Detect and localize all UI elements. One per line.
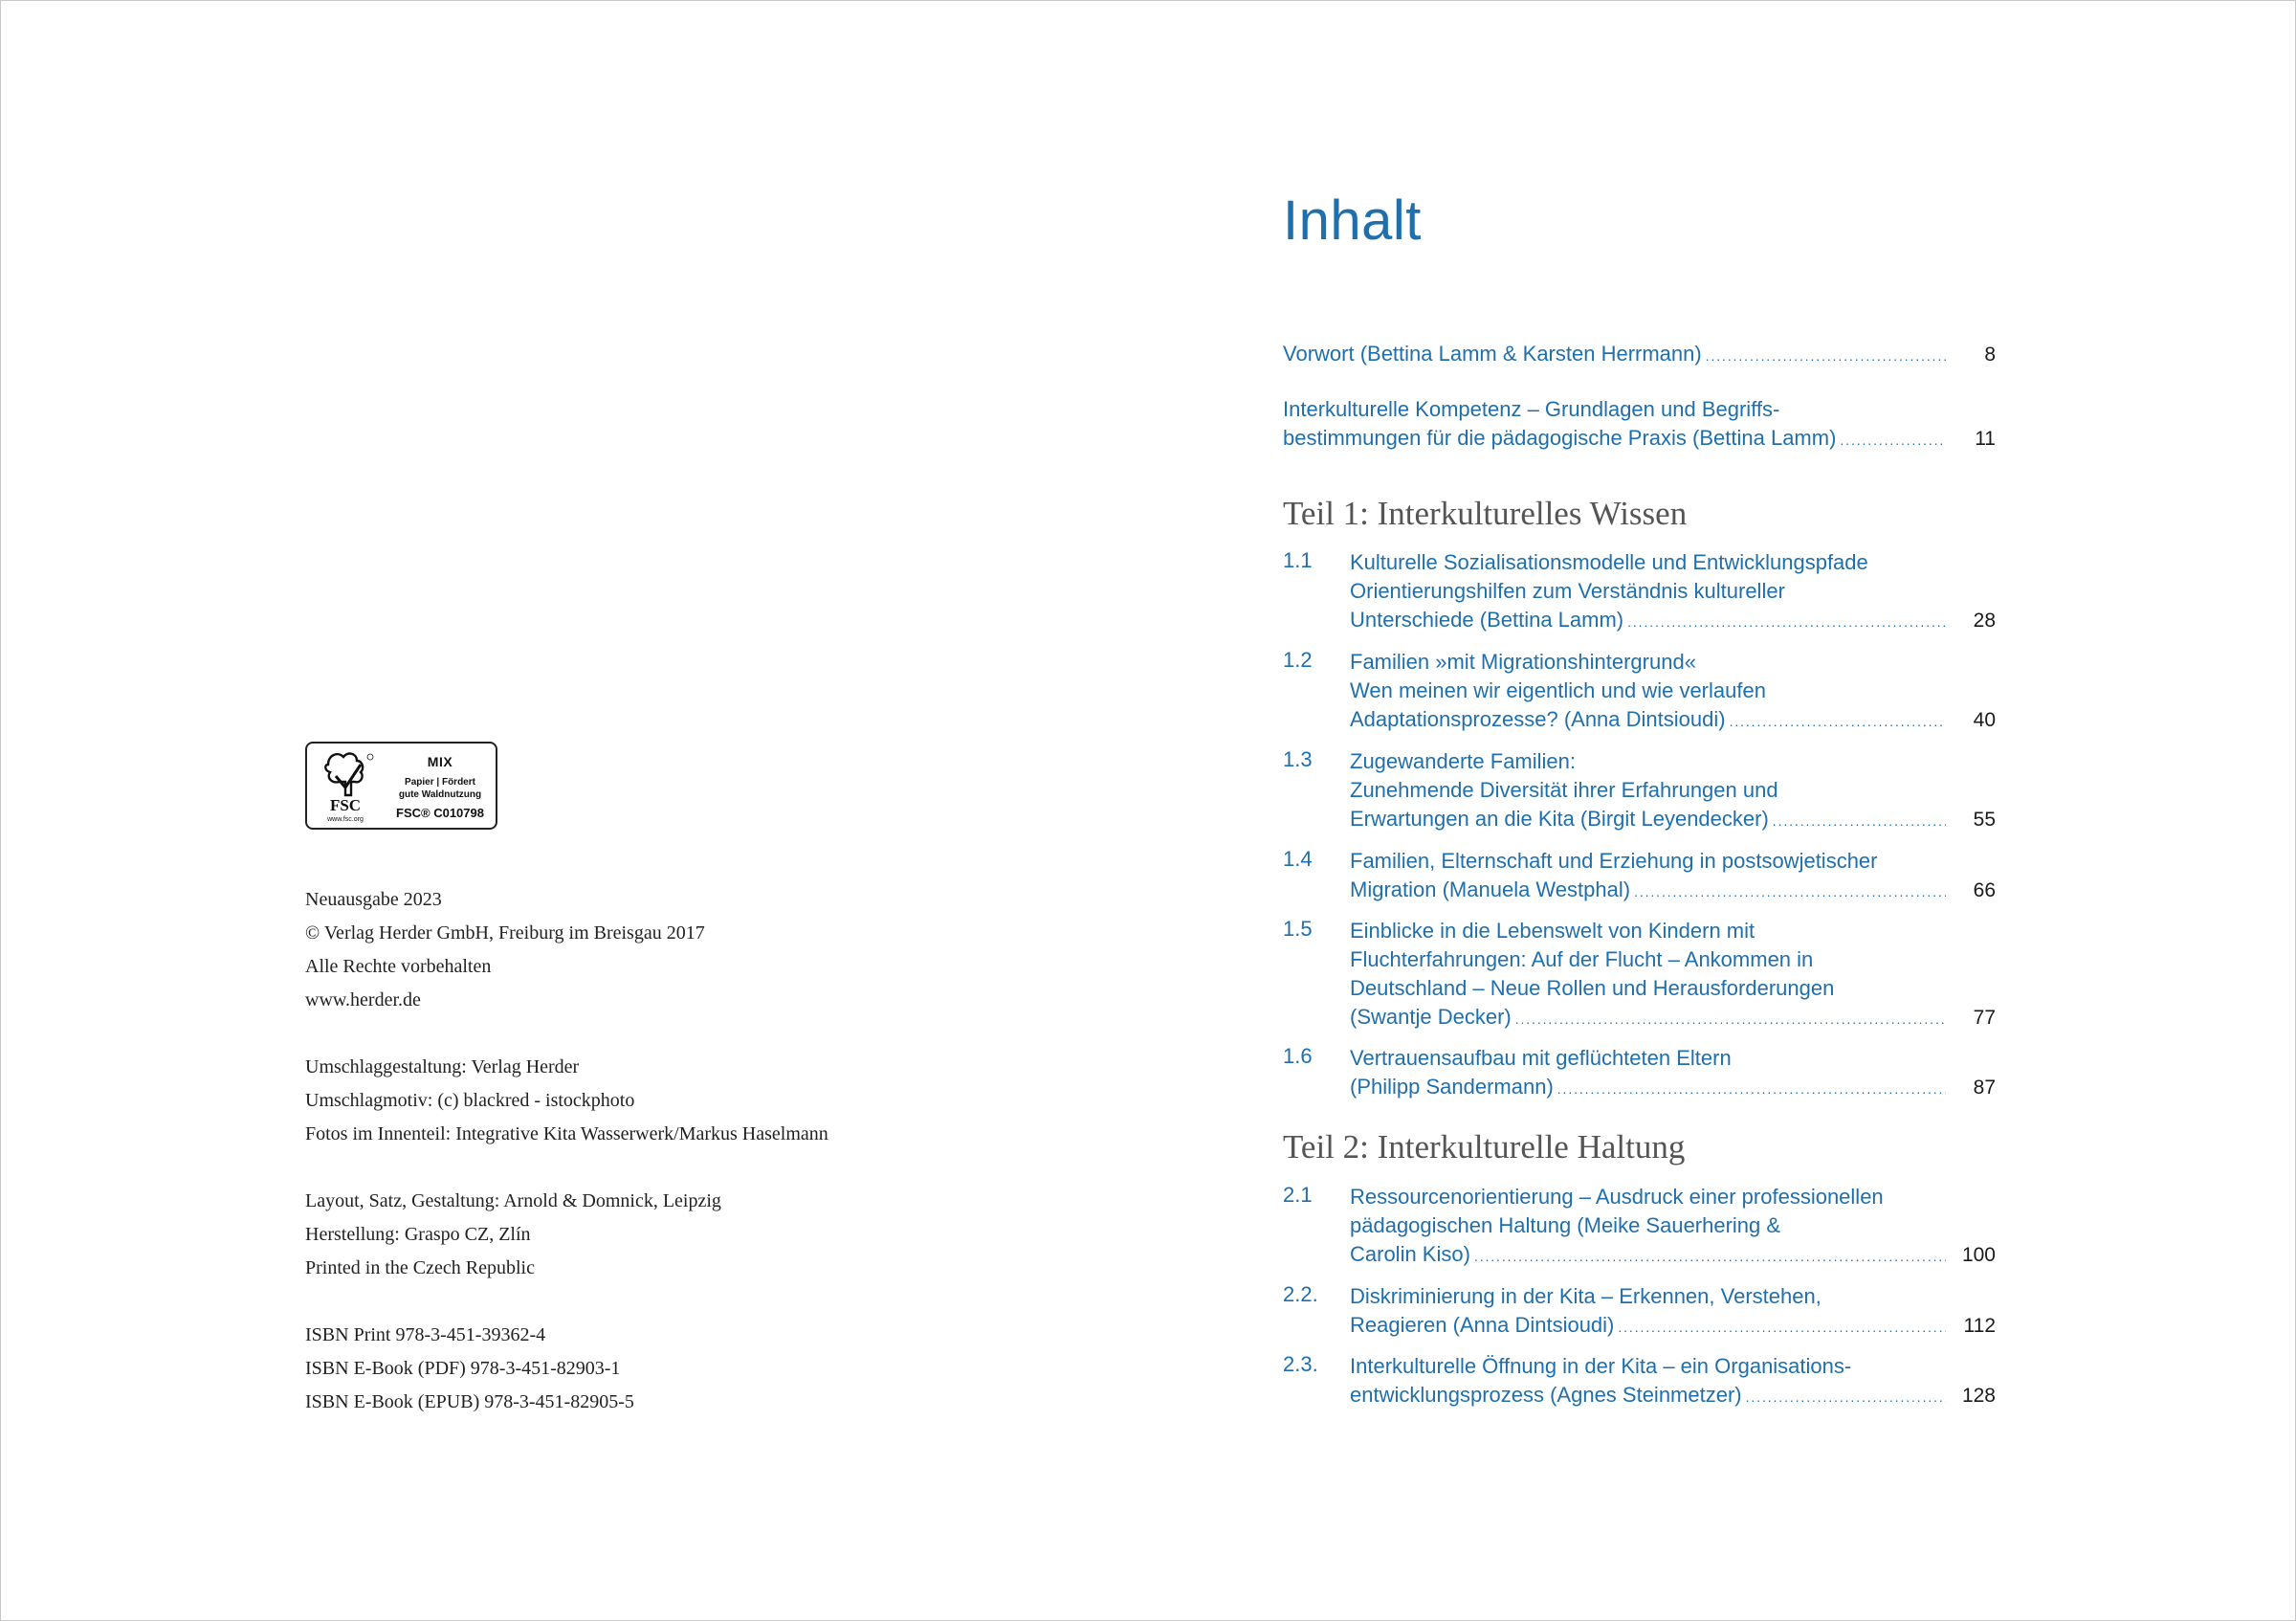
toc-entry-text: Diskriminierung in der Kita – Erkennen, Verstehen, — [1350, 1284, 1821, 1308]
dot-leader — [1634, 876, 1946, 904]
dot-leader — [1557, 1073, 1946, 1101]
imprint-production-block — [305, 1185, 975, 1285]
toc-entry-text: Adaptationsprozesse? (Anna Dintsioudi) — [1350, 707, 1726, 731]
toc-entry-text: Unterschiede (Bettina Lamm) — [1350, 608, 1624, 632]
toc-page-number: 87 — [1973, 1077, 1996, 1099]
toc-entry-number: 2.2. — [1283, 1282, 1318, 1306]
toc-entry-text: bestimmungen für die pädagogische Praxis (Bettina Lamm) — [1283, 426, 1837, 450]
toc-entry-text: Vorwort (Bettina Lamm & Karsten Herrmann) — [1283, 342, 1702, 366]
toc-entry-text: Einblicke in die Lebenswelt von Kindern mit — [1350, 919, 1755, 943]
toc-page-number: 11 — [1975, 428, 1996, 450]
toc-entry-text: Carolin Kiso) — [1350, 1242, 1470, 1266]
dot-leader — [1515, 1003, 1946, 1032]
toc-entry-text: Migration (Manuela Westphal) — [1350, 877, 1631, 901]
toc-entry-text: Vertrauensaufbau mit geflüchteten Eltern — [1350, 1046, 1732, 1070]
imprint-production: Herstellung: Graspo CZ, Zlín — [305, 1224, 531, 1245]
toc-page-number: 128 — [1961, 1385, 1996, 1407]
fsc-category: MIX — [427, 754, 453, 769]
fsc-claim-line: gute Waldnutzung — [398, 789, 482, 800]
imprint-isbn-block — [305, 1319, 975, 1419]
dot-leader — [1773, 805, 1946, 833]
toc-entry-text: Deutschland – Neue Rollen und Herausforderungen — [1350, 976, 1835, 1000]
toc-entry-text: pädagogischen Haltung (Meike Sauerhering & — [1350, 1213, 1781, 1237]
imprint-cover-image: Umschlagmotiv: (c) blackred - istockphoto — [305, 1090, 635, 1111]
toc-entry-number: 1.4 — [1283, 847, 1313, 871]
toc-entry-text: Zunehmende Diversität ihrer Erfahrungen und — [1350, 778, 1778, 802]
toc-entry-number: 1.6 — [1283, 1044, 1313, 1068]
imprint-website: www.herder.de — [305, 989, 421, 1010]
imprint-isbn-print: ISBN Print 978-3-451-39362-4 — [305, 1324, 546, 1345]
toc-entry-text: Fluchterfahrungen: Auf der Flucht – Ankommen in — [1350, 947, 1814, 971]
part-heading: Teil 1: Interkulturelles Wissen — [1283, 495, 1688, 532]
fsc-website: www.fsc.org — [327, 816, 364, 823]
fsc-label — [305, 742, 497, 830]
toc-entry-text: entwicklungsprozess (Agnes Steinmetzer) — [1350, 1383, 1742, 1407]
toc-entry-text: Erwartungen an die Kita (Birgit Leyendecker) — [1350, 807, 1769, 831]
dot-leader — [1840, 424, 1946, 453]
toc-entry-text: Familien »mit Migrationshintergrund« — [1350, 650, 1696, 674]
toc-entry-text: Zugewanderte Familien: — [1350, 749, 1577, 773]
imprint — [305, 883, 975, 1419]
part-heading: Teil 2: Interkulturelle Haltung — [1283, 1128, 1686, 1166]
imprint-layout: Layout, Satz, Gestaltung: Arnold & Domnick, Leipzig — [305, 1190, 721, 1211]
toc-page-number: 28 — [1973, 610, 1996, 632]
toc-entry-text: (Swantje Decker) — [1350, 1005, 1512, 1029]
dot-leader — [1618, 1311, 1946, 1340]
fsc-brand: FSC — [329, 796, 362, 814]
toc-entry-text: Interkulturelle Öffnung in der Kita – ein Organisations- — [1350, 1354, 1852, 1378]
toc-title: Inhalt — [1283, 189, 1422, 252]
imprint-photos: Fotos im Innenteil: Integrative Kita Wasserwerk/Markus Haselmann — [305, 1123, 828, 1144]
toc-page-number: 100 — [1961, 1244, 1996, 1266]
toc-entry-text: Familien, Elternschaft und Erziehung in postsowjetischer — [1350, 849, 1878, 873]
dot-leader — [1706, 340, 1946, 368]
imprint-printed: Printed in the Czech Republic — [305, 1257, 535, 1278]
toc-page-number: 77 — [1973, 1007, 1996, 1029]
imprint-edition: Neuausgabe 2023 — [305, 889, 442, 910]
toc-entry-text: Orientierungshilfen zum Verständnis kultureller — [1350, 579, 1785, 603]
toc-page-number: 40 — [1973, 709, 1996, 731]
toc-page-number: 8 — [1984, 344, 1996, 366]
fsc-license-code: FSC® C010798 — [396, 806, 484, 820]
dot-leader — [1627, 606, 1946, 634]
toc-entry-number: 1.3 — [1283, 747, 1313, 771]
fsc-tree-checkmark-icon — [315, 747, 382, 826]
toc-entry-number: 1.1 — [1283, 548, 1313, 572]
toc-entry-number: 1.5 — [1283, 917, 1313, 941]
toc-page-number: 55 — [1973, 809, 1996, 831]
toc-entry-number: 2.3. — [1283, 1352, 1318, 1376]
toc-entry-text: Reagieren (Anna Dintsioudi) — [1350, 1313, 1615, 1337]
imprint-cover-block — [305, 1051, 975, 1151]
imprint-copyright: © Verlag Herder GmbH, Freiburg im Breisgau 2017 — [305, 922, 705, 944]
toc-entry-number: 1.2 — [1283, 648, 1313, 672]
imprint-isbn-pdf: ISBN E-Book (PDF) 978-3-451-82903-1 — [305, 1358, 621, 1379]
dot-leader — [1730, 705, 1946, 734]
toc-page-number: 66 — [1973, 879, 1996, 901]
dot-leader — [1746, 1381, 1946, 1410]
toc-entry-text: Wen meinen wir eigentlich und wie verlaufen — [1350, 678, 1766, 702]
fsc-claim — [384, 776, 497, 801]
imprint-cover-design: Umschlaggestaltung: Verlag Herder — [305, 1056, 580, 1077]
toc-entry-number: 2.1 — [1283, 1183, 1313, 1207]
fsc-claim-line: Papier | Fördert — [405, 777, 475, 788]
toc-entry-text: Interkulturelle Kompetenz – Grundlagen und Begriffs- — [1283, 397, 1780, 421]
toc-entry-text: Ressourcenorientierung – Ausdruck einer professionellen — [1350, 1185, 1884, 1209]
imprint-publisher-block — [305, 883, 975, 1017]
dot-leader — [1474, 1240, 1946, 1269]
imprint-isbn-epub: ISBN E-Book (EPUB) 978-3-451-82905-5 — [305, 1391, 634, 1412]
imprint-rights: Alle Rechte vorbehalten — [305, 956, 492, 977]
toc-entry-text: Kulturelle Sozialisationsmodelle und Entwicklungspfade — [1350, 550, 1868, 574]
toc-page-number: 112 — [1963, 1315, 1996, 1337]
toc-entry-text: (Philipp Sandermann) — [1350, 1075, 1554, 1099]
